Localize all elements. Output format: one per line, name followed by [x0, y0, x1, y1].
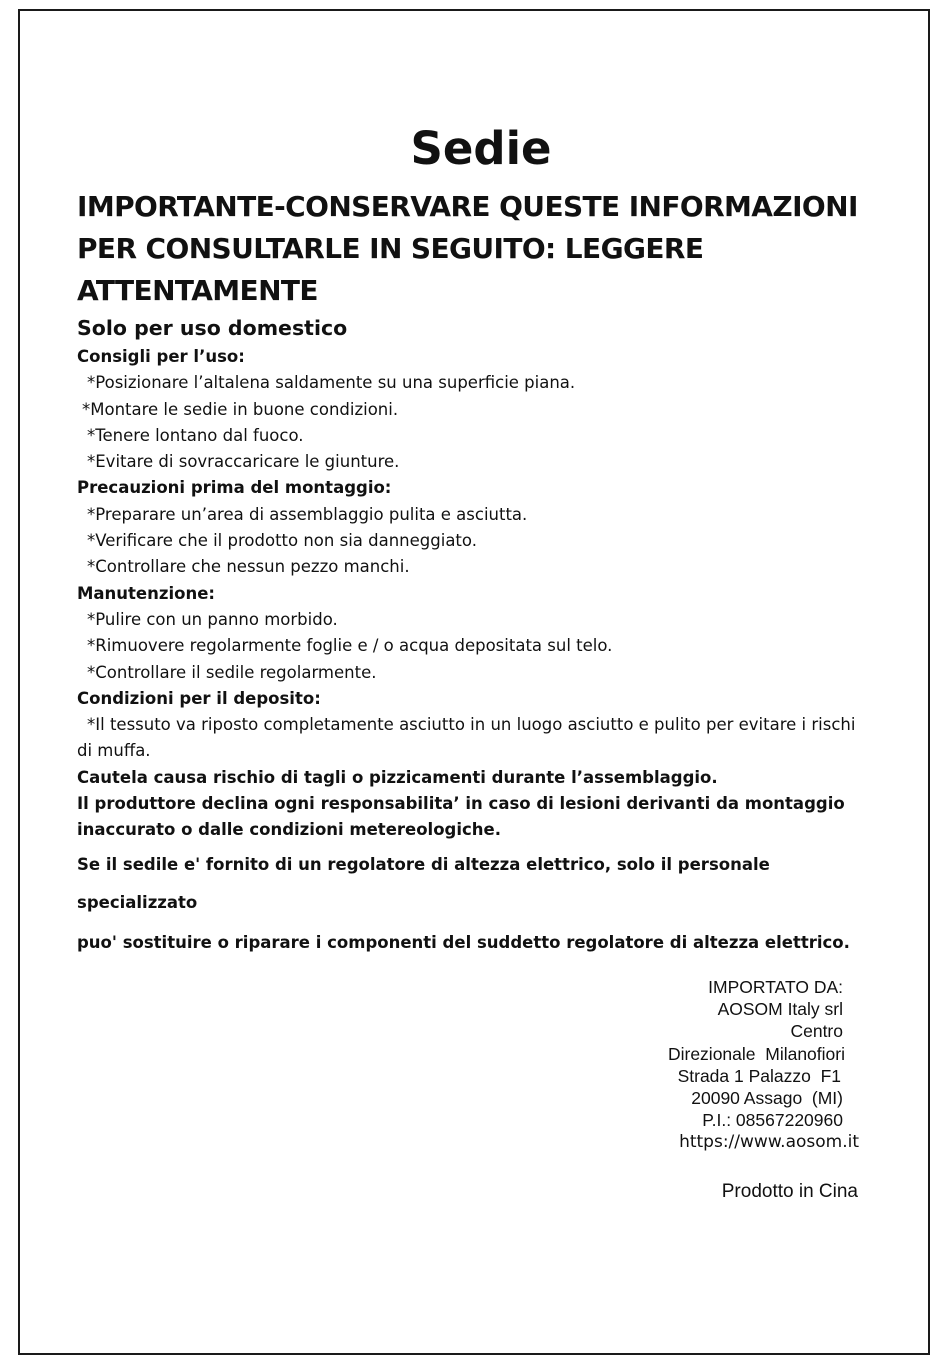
importer-website: https://www.aosom.it	[679, 1132, 859, 1153]
section-heading: Precauzioni prima del montaggio:	[77, 478, 392, 498]
importer-label: IMPORTATO DA:	[708, 977, 843, 997]
list-item: *Il tessuto va riposto completamente asciutto in un luogo asciutto e pulito per evitare i rischi di muffa.	[77, 715, 856, 761]
warnings-block	[77, 765, 867, 962]
headline-line: PER CONSULTARLE IN SEGUITO: LEGGERE	[77, 232, 704, 265]
page-title: Sedie	[410, 122, 552, 175]
warning-text: puo' sostituire o riparare i componenti del suddetto regolatore di altezza elettrico.	[77, 932, 850, 952]
instruction-sheet	[77, 118, 867, 962]
list-item: *Posizionare l’altalena saldamente su una superficie piana.	[87, 373, 576, 393]
storage-section	[77, 686, 867, 765]
importer-address: 20090 Assago (MI)	[691, 1088, 843, 1109]
list-item: *Montare le sedie in buone condizioni.	[82, 399, 399, 419]
list-item: *Verificare che il prodotto non sia danneggiato.	[87, 531, 477, 551]
list-item: *Evitare di sovraccaricare le giunture.	[87, 452, 400, 472]
usage-section	[77, 344, 867, 475]
warning-text: Se il sedile e' fornito di un regolatore di altezza elettrico, solo il personale specializzato	[77, 854, 770, 912]
list-item: *Controllare che nessun pezzo manchi.	[87, 557, 410, 577]
list-item: *Preparare un’area di assemblaggio pulita e asciutta.	[87, 504, 528, 524]
warning-text: Il produttore declina ogni responsabilita’ in caso di lesioni derivanti da montaggio inaccurato o dalle condizioni metereologiche.	[77, 794, 845, 840]
importer-address: Strada 1 Palazzo F1	[677, 1065, 841, 1086]
importer-address: Direzionale Milanofiori	[667, 1043, 845, 1064]
list-item: *Tenere lontano dal fuoco.	[87, 425, 304, 445]
section-heading: Condizioni per il deposito:	[77, 688, 321, 708]
list-item: *Pulire con un panno morbido.	[87, 609, 338, 629]
headline-line: IMPORTANTE-CONSERVARE QUESTE INFORMAZIONI	[77, 190, 858, 223]
importer-company: AOSOM Italy srl	[717, 999, 843, 1020]
list-item: *Controllare il sedile regolarmente.	[87, 662, 377, 682]
importer-address: Centro	[790, 1021, 843, 1042]
headline-line: ATTENTAMENTE	[77, 274, 318, 307]
list-item: *Rimuovere regolarmente foglie e / o acqua depositata sul telo.	[87, 636, 613, 656]
importer-info	[600, 976, 860, 1154]
section-heading: Consigli per l’uso:	[77, 347, 245, 366]
precautions-section	[77, 475, 867, 580]
warning-text: Cautela causa rischio di tagli o pizzicamenti durante l’assemblaggio.	[77, 767, 718, 787]
importer-vat: P.I.: 08567220960	[702, 1110, 843, 1131]
domestic-use-note: Solo per uso domestico	[77, 316, 348, 340]
section-heading: Manutenzione:	[77, 583, 216, 603]
maintenance-section	[77, 581, 867, 686]
country-of-origin: Prodotto in Cina	[721, 1181, 858, 1202]
important-headline	[77, 186, 867, 312]
